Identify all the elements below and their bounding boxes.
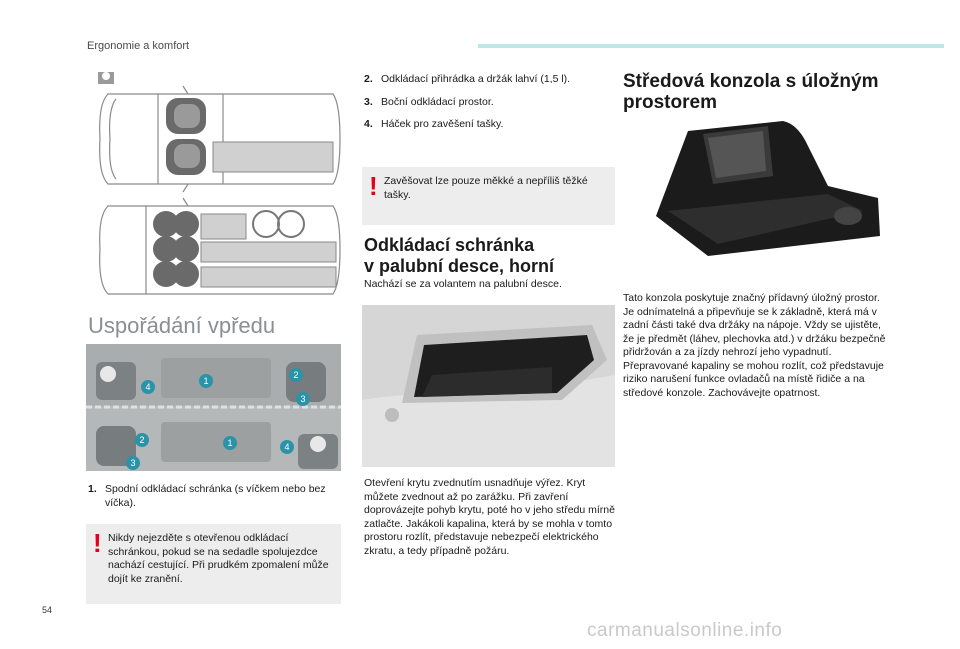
section-accent-bar	[478, 44, 944, 48]
heading-center-console-line1: Středová konzola s úložným	[623, 71, 879, 92]
item-2-number: 2.	[364, 73, 373, 85]
callout-4-lower: 4	[280, 440, 294, 454]
page-number: 54	[42, 605, 53, 615]
front-layout-photo	[86, 344, 341, 471]
item-3-number: 3.	[364, 95, 373, 108]
heading-upper-glovebox-line1: Odkládací schránka	[364, 235, 535, 255]
heading-upper-glovebox	[364, 235, 614, 277]
middle-items-list	[364, 73, 614, 132]
callout-1-upper: 1	[199, 374, 213, 388]
callout-3-lower: 3	[126, 456, 140, 470]
item-3-text: Boční odkládací prostor.	[381, 95, 494, 108]
callout-2-lower: 2	[135, 433, 149, 447]
center-console-photo	[648, 116, 886, 266]
item-1-text: Spodní odkládací schránka (s víčkem nebo bez víčka).	[105, 483, 326, 509]
watermark: carmanualsonline.info	[587, 620, 783, 641]
item-4-number: 4.	[364, 118, 373, 130]
item-3	[364, 96, 614, 110]
warning-text-glovebox: Nikdy nejezděte s otevřenou odkládací schránkou, pokud se na sedadle spolujezdce nachází cestující. Při prudkém zpomalení může dojít ke zranění.	[108, 532, 329, 585]
warning-text-bags: Zavěšovat lze pouze měkké a nepříliš těžké tašky.	[384, 175, 588, 201]
callout-2-upper: 2	[289, 368, 303, 382]
front-seats-upper	[166, 98, 206, 175]
warning-icon: !	[93, 528, 102, 558]
upper-glovebox-photo	[362, 305, 615, 467]
item-4-text: Háček pro zavěšení tašky.	[381, 118, 504, 130]
item-1	[88, 483, 333, 510]
heading-upper-glovebox-line2: v palubní desce, horní	[364, 256, 555, 276]
warning-box-glovebox	[86, 524, 341, 604]
center-console-description: Tato konzola poskytuje značný přídavný úložný prostor. Je odnímatelná a připevňuje se k základně, která má v zadní části také dva držáky na nápoje. Vždy se ujistěte, že je předmět (láhev, plechovka atd.) v držáku bezpečně přidržován a za jízdy nehrozí jeho vypadnutí. Přepravované kapaliny se mohou rozlít, což představuje riziko narušení funkce ovladačů na místě řidiče a na středové konzole. Zachovávejte opatrnost.	[623, 292, 886, 399]
warning-icon: !	[369, 171, 378, 201]
heading-center-console	[623, 71, 923, 113]
callout-4-upper: 4	[141, 380, 155, 394]
item-2-text: Odkládací přihrádka a držák lahví (1,5 l).	[381, 73, 571, 85]
heading-front-layout: Uspořádání vpředu	[88, 313, 276, 338]
callout-3-upper: 3	[296, 392, 310, 406]
upper-glovebox-description: Otevření krytu zvednutím usnadňuje výřez. Kryt můžete zvednout až po zarážku. Při zavření doprovázejte pohyb krytu, poté ho v jeho středu mírně zatlačte. Jakákoli kapalina, která by se mohla v tomto prostoru rozlít, představuje nebezpečí elektrického zkratu, a tedy případně požáru.	[364, 477, 615, 557]
upper-glovebox-intro: Nachází se za volantem na palubní desce.	[364, 278, 562, 290]
item-1-number: 1.	[88, 483, 97, 495]
section-title: Ergonomie a komfort	[87, 40, 190, 52]
item-4	[364, 118, 614, 132]
van-top-view-diagram	[88, 64, 346, 296]
warning-box-bags	[362, 167, 615, 225]
heading-center-console-line2: prostorem	[623, 92, 717, 113]
item-2	[364, 73, 614, 87]
callout-1-lower: 1	[223, 436, 237, 450]
van-upper-outline	[100, 86, 340, 192]
